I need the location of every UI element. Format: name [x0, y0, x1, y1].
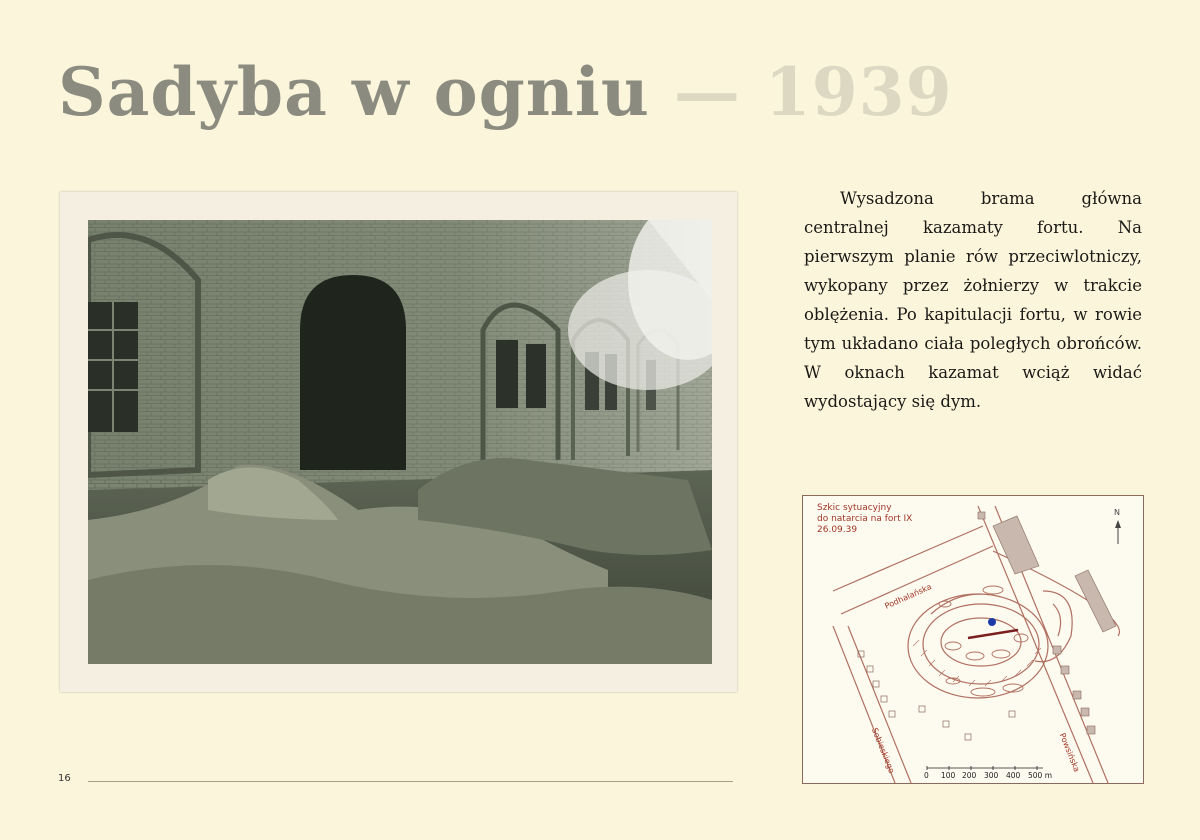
situation-map — [802, 495, 1144, 784]
page-title — [58, 52, 953, 132]
title-dash: — — [673, 53, 741, 131]
map-title-line3: 26.09.39 — [817, 525, 858, 535]
map-title-line1: Szkic sytuacyjny — [817, 503, 892, 513]
street-sobieskiego: Sobieskiego — [869, 726, 897, 775]
scale-label-200: 200 — [962, 771, 977, 780]
photo-caption — [804, 184, 1142, 416]
caption-text: Wysadzona brama główna centralnej kazamaty fortu. Na pierwszym planie rów przeciwlotniczy, wykopany przez żołnierzy w trakcie oblężenia. Po kapitulacji fortu, w rowie tym układano ciała poległych obrońców. W oknach kazamat wciąż widać wydostający się dym. — [804, 189, 1142, 411]
title-main: Sadyba w ogniu — [58, 53, 650, 131]
page-number: 16 — [58, 773, 71, 784]
scale-label-300: 300 — [984, 771, 999, 780]
title-year: 1939 — [764, 53, 953, 131]
scale-label-400: 400 — [1006, 771, 1021, 780]
map-title-line2: do natarcia na fort IX — [817, 514, 913, 524]
historic-photo-icon — [88, 220, 712, 664]
scale-label-100: 100 — [941, 771, 956, 780]
scale-label-0: 0 — [924, 771, 929, 780]
map-title — [817, 503, 912, 536]
footer-rule — [88, 781, 733, 782]
map-drawing — [803, 496, 1143, 783]
photo-frame — [60, 192, 737, 692]
scale-label-500: 500 m — [1028, 771, 1053, 780]
north-label: N — [1114, 508, 1120, 517]
street-podhalanska: Podhalańska — [883, 582, 933, 611]
street-powsinska: Powsińska — [1057, 731, 1082, 774]
